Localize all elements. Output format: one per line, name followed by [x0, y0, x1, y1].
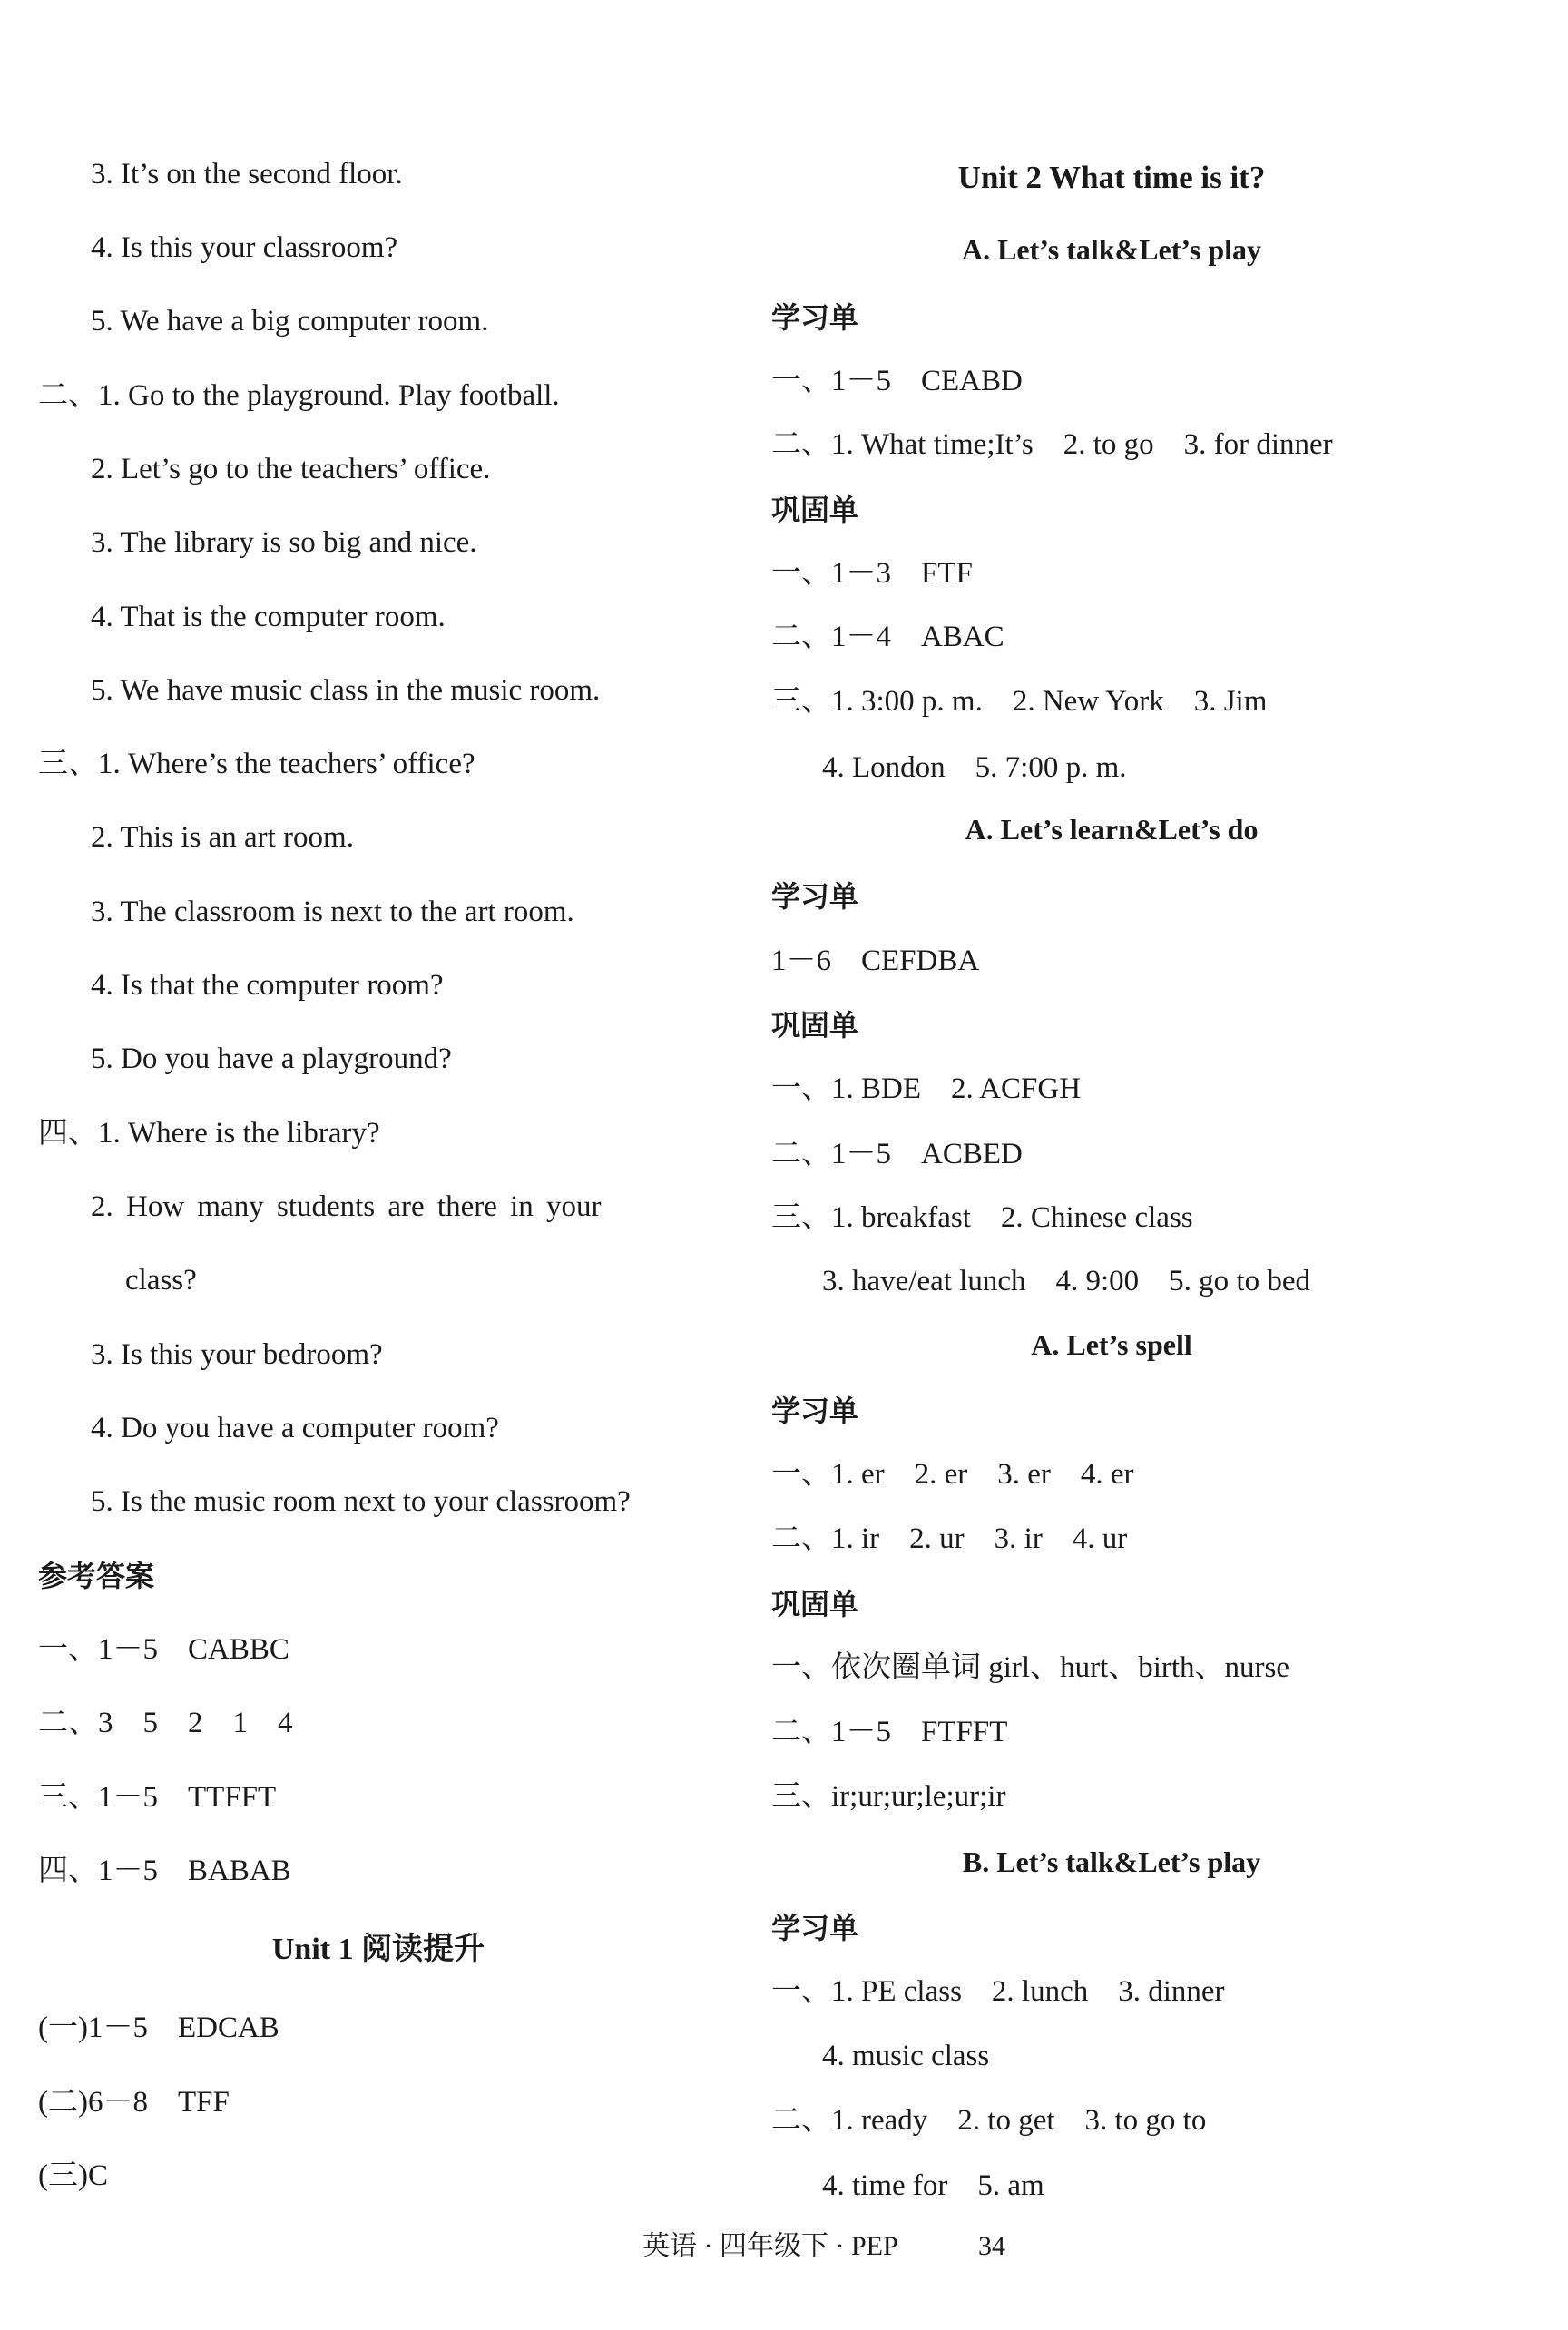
text-line: 二、1. Go to the playground. Play football.: [38, 379, 560, 412]
answer-line: 二、1－5 ACBED: [771, 1138, 1023, 1170]
text-line: 4. Is that the computer room?: [91, 969, 444, 1002]
answer-line: 二、1－4 ABAC: [771, 621, 1004, 653]
answer-line: 4. time for 5. am: [822, 2169, 1044, 2202]
consolidation-label: 巩固单: [771, 1587, 859, 1621]
answer-line: 一、依次圈单词 girl、hurt、birth、nurse: [771, 1651, 1290, 1684]
text-line: 5. We have a big computer room.: [91, 305, 489, 338]
text-line: 三、1. Where’s the teachers’ office?: [38, 748, 475, 780]
study-label: 学习单: [771, 879, 859, 914]
text-line: 2. This is an art room.: [91, 821, 354, 854]
section-heading: B. Let’s talk&Let’s play: [962, 1845, 1261, 1878]
study-label: 学习单: [771, 300, 859, 335]
answer-line: 三、ir;ur;ur;le;ur;ir: [771, 1780, 1006, 1813]
text-line: 3. The library is so big and nice.: [91, 526, 477, 559]
study-label: 学习单: [771, 1394, 859, 1428]
footer-label: 英语 · 四年级下 · PEP: [642, 2231, 898, 2261]
answer-line: 一、1. PE class 2. lunch 3. dinner: [771, 1975, 1225, 2008]
text-line: 2. How many students are there in your: [91, 1190, 602, 1223]
text-line: 5. We have music class in the music room.: [91, 674, 601, 707]
unit2-title: Unit 2 What time is it?: [957, 160, 1266, 195]
consolidation-label: 巩固单: [771, 493, 859, 527]
consolidation-label: 巩固单: [771, 1008, 859, 1043]
answer-line: 一、1－5 CABBC: [38, 1633, 289, 1666]
unit1-heading: Unit 1 阅读提升: [271, 1933, 485, 1966]
text-line: 5. Do you have a playground?: [91, 1043, 452, 1075]
reading-line: (二)6－8 TFF: [38, 2086, 230, 2119]
answer-line: 1－6 CEFDBA: [771, 945, 980, 977]
answer-line: 3. have/eat lunch 4. 9:00 5. go to bed: [822, 1265, 1310, 1297]
text-line: class?: [125, 1264, 197, 1297]
section-heading: A. Let’s spell: [1031, 1328, 1192, 1361]
text-line: 4. That is the computer room.: [91, 601, 446, 633]
reading-line: (三)C: [38, 2159, 108, 2192]
reading-line: (一)1－5 EDCAB: [38, 2012, 279, 2044]
text-line: 3. The classroom is next to the art room.: [91, 896, 574, 928]
answer-line: 三、1. 3:00 p. m. 2. New York 3. Jim: [771, 685, 1268, 718]
answer-line: 二、1－5 FTFFT: [771, 1716, 1008, 1748]
answer-line: 三、1. breakfast 2. Chinese class: [771, 1201, 1193, 1234]
text-line: 2. Let’s go to the teachers’ office.: [91, 453, 491, 485]
section-heading: A. Let’s learn&Let’s do: [965, 813, 1259, 846]
answers-label: 参考答案: [38, 1559, 155, 1593]
text-line: 四、1. Where is the library?: [38, 1117, 380, 1150]
study-label: 学习单: [771, 1911, 859, 1945]
answer-line: 二、1. ready 2. to get 3. to go to: [771, 2104, 1207, 2137]
answer-line: 一、1－5 CEABD: [771, 365, 1023, 397]
answer-line: 一、1－3 FTF: [771, 557, 973, 590]
answer-line: 四、1－5 BABAB: [38, 1855, 291, 1887]
answer-line: 二、1. What time;It’s 2. to go 3. for dinner: [771, 428, 1333, 461]
answer-line: 一、1. BDE 2. ACFGH: [771, 1072, 1082, 1105]
answer-line: 二、3 5 2 1 4: [38, 1707, 293, 1739]
answer-line: 4. music class: [822, 2040, 990, 2072]
answer-line: 二、1. ir 2. ur 3. ir 4. ur: [771, 1522, 1128, 1555]
text-line: 4. Do you have a computer room?: [91, 1412, 499, 1444]
page-number: 34: [978, 2231, 1005, 2261]
answer-line: 4. London 5. 7:00 p. m.: [822, 751, 1127, 784]
text-line: 3. Is this your bedroom?: [91, 1338, 383, 1371]
text-line: 4. Is this your classroom?: [91, 231, 398, 264]
section-heading: A. Let’s talk&Let’s play: [961, 233, 1262, 266]
text-line: 5. Is the music room next to your classroom?: [91, 1485, 631, 1518]
answer-line: 三、1－5 TTFFT: [38, 1781, 277, 1814]
answer-line: 一、1. er 2. er 3. er 4. er: [771, 1458, 1134, 1491]
text-line: 3. It’s on the second floor.: [91, 158, 403, 191]
